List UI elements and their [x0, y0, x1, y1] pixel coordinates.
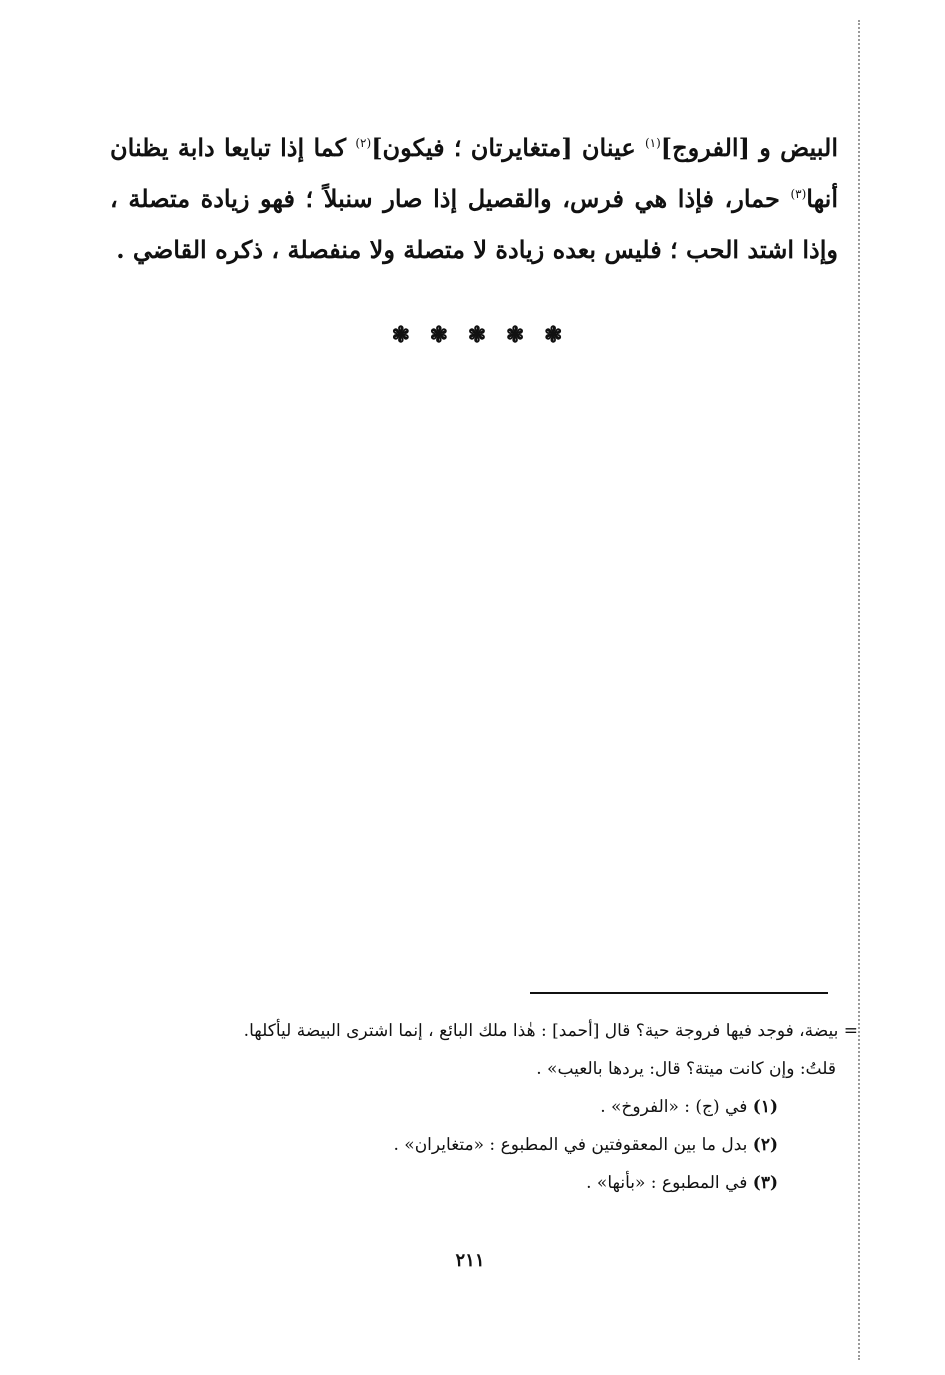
footnote-text: بدل ما بين المعقوفتين في المطبوع : «متغايران» . [393, 1135, 753, 1155]
body-text-segment: عينان [متغايرتان ؛ فيكون] [371, 133, 645, 162]
body-line-3: وإذا اشتد الحب ؛ فليس بعده زيادة لا متصلة ولا منفصلة ، ذكره القاضي . [116, 235, 838, 264]
body-text-segment: حمار، فإذا هي فرس، والقصيل إذا صار سنبلاً ؛ فهو زيادة متصلة ، [110, 184, 791, 213]
body-line-1 [110, 122, 838, 173]
section-separator-stars: ❃ ❃ ❃ ❃ ❃ [391, 322, 569, 348]
footnote-marker-1: (١) [644, 136, 661, 150]
page-number: ٢١١ [455, 1250, 485, 1271]
footnote-1 [110, 1088, 858, 1126]
footnote-2 [110, 1126, 858, 1164]
footnote-marker-3: (٣) [790, 187, 807, 201]
binding-gutter-dots [858, 20, 860, 1360]
footnote-number: (٢) [752, 1135, 778, 1155]
main-body-text [110, 122, 838, 275]
footnote-divider [530, 992, 828, 994]
body-text-segment: كما إذا تبايعا دابة يظنان [110, 133, 356, 162]
footnote-continuation-line-2: قلتُ: وإن كانت ميتة؟ قال: يردها بالعيب» . [536, 1059, 836, 1079]
body-text-segment: البيض و [الفروج] [660, 133, 838, 162]
body-line-2 [110, 173, 838, 224]
footnote-continuation-line-1: = بيضة، فوجد فيها فروجة حية؟ قال [أحمد] : هٰذا ملك البائع ، إنما اشترى البيضة ليأكلها. [243, 1021, 858, 1041]
body-text-segment: أنها [806, 184, 838, 213]
footnote-text: في (ج) : «الفروخ» . [600, 1097, 753, 1117]
footnote-number: (٣) [752, 1173, 778, 1193]
footnotes-section [110, 1012, 858, 1202]
footnote-text: في المطبوع : «بأنها» . [586, 1173, 753, 1193]
footnote-3 [110, 1164, 858, 1202]
footnote-number: (١) [752, 1097, 778, 1117]
footnote-marker-2: (٢) [355, 136, 372, 150]
